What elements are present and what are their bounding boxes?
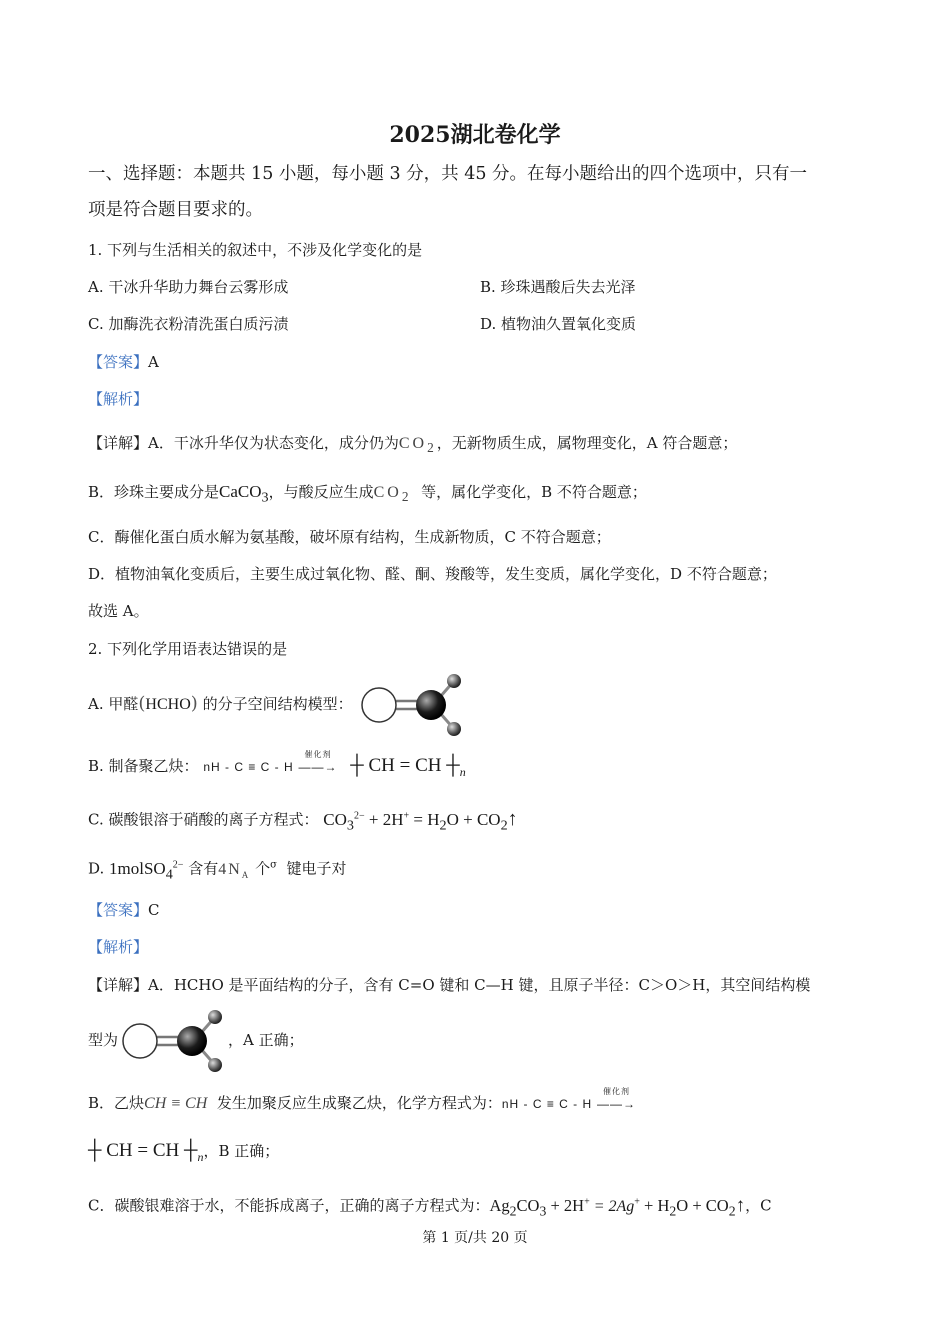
eq-sup3: + [584, 1196, 590, 1207]
formaldehyde-model-icon [118, 1008, 228, 1074]
q2-stem: 2. 下列化学用语表达错误的是 [88, 640, 288, 658]
q2-option-a-pre: A. 甲醛 [88, 695, 139, 713]
eq-sup4: + [634, 1196, 640, 1207]
paren-close: ) [190, 693, 198, 714]
q2b-product: CH = CH [368, 755, 442, 776]
eq-ag: Ag [489, 1195, 510, 1215]
acetylene-formula: CH ≡ CH [144, 1095, 208, 1112]
q2b-n: n [459, 764, 466, 779]
q2d-amount-text: 1molSO [109, 858, 166, 878]
co2-text-2: CO [373, 484, 402, 501]
q1-answer: A [148, 353, 159, 371]
q2d-count-sub: A [241, 869, 251, 880]
reaction-arrow-icon [298, 750, 338, 777]
q2-detail-b2-product: CH = CH [106, 1140, 180, 1161]
caco3-formula [219, 482, 269, 506]
q2-analysis-tag: 【解析】 [88, 938, 149, 956]
q2d-sigma: σ [270, 859, 277, 871]
page-footer: 第 1 页/共 20 页 [422, 1230, 528, 1246]
q1-detail-b-pre: B．珍珠主要成分是 [88, 483, 220, 501]
q2-detail-a: 【详解】A．HCHO 是平面结构的分子，含有 C=O 键和 C—H 键，且原子半径：C＞O＞H，其空间结构模 [88, 976, 811, 994]
q2-detail-c-equation [489, 1194, 746, 1218]
q2-detail-b2-n: n [197, 1149, 204, 1164]
q2-option-d-pre: D. [88, 859, 110, 878]
caco3-sub: 3 [261, 489, 269, 506]
q2-option-a-post: 的分子空间结构模型： [202, 695, 353, 713]
q1-option-a: A. 干冰升华助力舞台云雾形成 [88, 278, 289, 296]
q1-option-b: B. 珍珠遇酸后失去光泽 [480, 278, 636, 296]
eq-co: CO [516, 1195, 540, 1215]
reaction-arrow-icon [596, 1087, 636, 1114]
q2c-sup: 2− [353, 810, 365, 821]
q2-option-c [88, 806, 518, 835]
q2-detail-b-pre: B．乙炔 [88, 1094, 145, 1112]
q2-option-b-pre: B. 制备聚乙炔： [88, 757, 199, 775]
q2-detail-a2-post: ，A 正确； [228, 1031, 304, 1049]
q2d-count-text: 4N [218, 860, 242, 878]
q2c-rest: + 2H [364, 809, 404, 829]
q1-conclusion: 故选 A。 [88, 602, 149, 620]
q2-answer-line [88, 900, 160, 920]
answer-tag: 【答案】 [88, 353, 149, 371]
gas-arrow-icon: ↑ [735, 1194, 746, 1216]
q2-detail-c [88, 1192, 772, 1221]
q2b-reactant: nH - C ≡ C - H [203, 760, 294, 774]
q2-detail-b-eq: nH - C ≡ C - H [501, 1097, 593, 1111]
gas-arrow-icon: ↑ [507, 807, 518, 830]
co2-text: CO [398, 435, 428, 452]
q2-option-d [88, 855, 346, 885]
q2-answer: C [148, 901, 160, 919]
q2-detail-b-post: 发生加聚反应生成聚乙炔，化学方程式为： [216, 1094, 502, 1112]
paren-open: ( [138, 693, 146, 714]
q2c-sub: 3 [346, 817, 354, 834]
q2c-rest3: O + CO [446, 809, 501, 829]
q1-detail-b-post: 等，属化学变化，B 不符合题意； [421, 483, 647, 501]
q2d-amount [109, 858, 184, 883]
hcho-formula: HCHO [145, 696, 191, 713]
q1-detail-b [88, 482, 647, 507]
q2-option-a [88, 672, 467, 738]
polymer-bracket-icon: ┼ CH = CH $┼_n$ [350, 755, 466, 779]
q2c-co: CO [323, 809, 347, 829]
q1-option-d: D. 植物油久置氧化变质 [480, 315, 637, 333]
q2d-sub: 4 [165, 866, 173, 883]
q2-detail-b2 [88, 1141, 279, 1167]
section-heading-line2: 项是符合题目要求的。 [88, 200, 263, 220]
q2d-count [218, 861, 250, 878]
q2-option-c-pre: C. 碳酸银溶于硝酸的离子方程式： [88, 810, 319, 829]
eq-sub2: 3 [539, 1202, 547, 1218]
eq-sub6: 2 [728, 1202, 736, 1218]
q1-detail-b-mid: ，与酸反应生成 [268, 483, 374, 501]
co2-formula [398, 435, 437, 456]
section-heading-line1: 一、选择题：本题共 15 小题，每小题 3 分，共 45 分。在每小题给出的四个选项中，只有一 [88, 164, 808, 184]
q2b-catalyst: 催化剂 [304, 750, 332, 759]
q2c-equation [323, 807, 518, 834]
q1-detail-a-post: ，无新物质生成，属物理变化，A 符合题意； [436, 434, 738, 452]
arrow-glyph: ——→ [298, 760, 338, 774]
q2-detail-a2-pre: 型为 [88, 1031, 119, 1049]
q2-detail-a2 [88, 1008, 304, 1074]
co2-sub-2: 2 [401, 489, 412, 505]
caco3-text: CaCO [219, 482, 262, 501]
q2-detail-b-cat: 催化剂 [602, 1087, 630, 1096]
q2-detail-c-pre: C．碳酸银难溶于水，不能拆成离子，正确的离子方程式为： [88, 1196, 490, 1215]
polymer-bracket-icon: ┼ CH = CH $┼_n$ [88, 1140, 204, 1164]
eq-h2: + H [639, 1195, 670, 1215]
q2-detail-b2-post: ，B 正确； [203, 1142, 280, 1160]
q2-detail-c-post: ，C [745, 1196, 772, 1215]
q1-option-c: C. 加酶洗衣粉清洗蛋白质污渍 [88, 315, 289, 333]
eq-h: + 2H [546, 1195, 585, 1215]
q2c-rest2: = H [409, 809, 440, 829]
eq-2ag: = 2Ag [589, 1197, 635, 1215]
q1-detail-c: C．酶催化蛋白质水解为氨基酸，破坏原有结构，生成新物质，C 不符合题意； [88, 528, 611, 546]
q2d-mid: 含有 [188, 859, 219, 878]
q1-answer-line [88, 352, 159, 372]
q1-stem: 1. 下列与生活相关的叙述中，不涉及化学变化的是 [88, 241, 423, 259]
q2c-sub2: 2 [439, 817, 447, 834]
eq-sub1: 2 [509, 1202, 517, 1218]
eq-sub5: 2 [669, 1202, 677, 1218]
page-title: 2025湖北卷化学 [389, 122, 561, 148]
co2-sub: 2 [427, 440, 437, 456]
q1-detail-d: D．植物油氧化变质后，主要生成过氧化物、醛、酮、羧酸等，发生变质，属化学变化，D 不符合题意； [88, 565, 777, 583]
q2d-mid2: 个 [255, 859, 271, 878]
q1-analysis-tag: 【解析】 [88, 390, 149, 408]
co2-formula-2 [373, 484, 412, 505]
q2-option-b [88, 750, 466, 782]
q2-detail-b [88, 1087, 636, 1114]
q2d-post: 键电子对 [286, 859, 347, 878]
q2c-sub3: 2 [500, 817, 508, 834]
formaldehyde-model-icon [357, 672, 467, 738]
arrow-glyph: ——→ [596, 1097, 636, 1111]
answer-tag-2: 【答案】 [88, 901, 149, 919]
q2c-plus: + [403, 810, 410, 821]
q2d-sup: 2− [172, 859, 184, 870]
q1-detail-a [88, 433, 737, 458]
eq-oco: O + CO [676, 1195, 729, 1215]
q1-detail-a-pre: 【详解】A．干冰升华仅为状态变化，成分仍为 [88, 434, 399, 452]
